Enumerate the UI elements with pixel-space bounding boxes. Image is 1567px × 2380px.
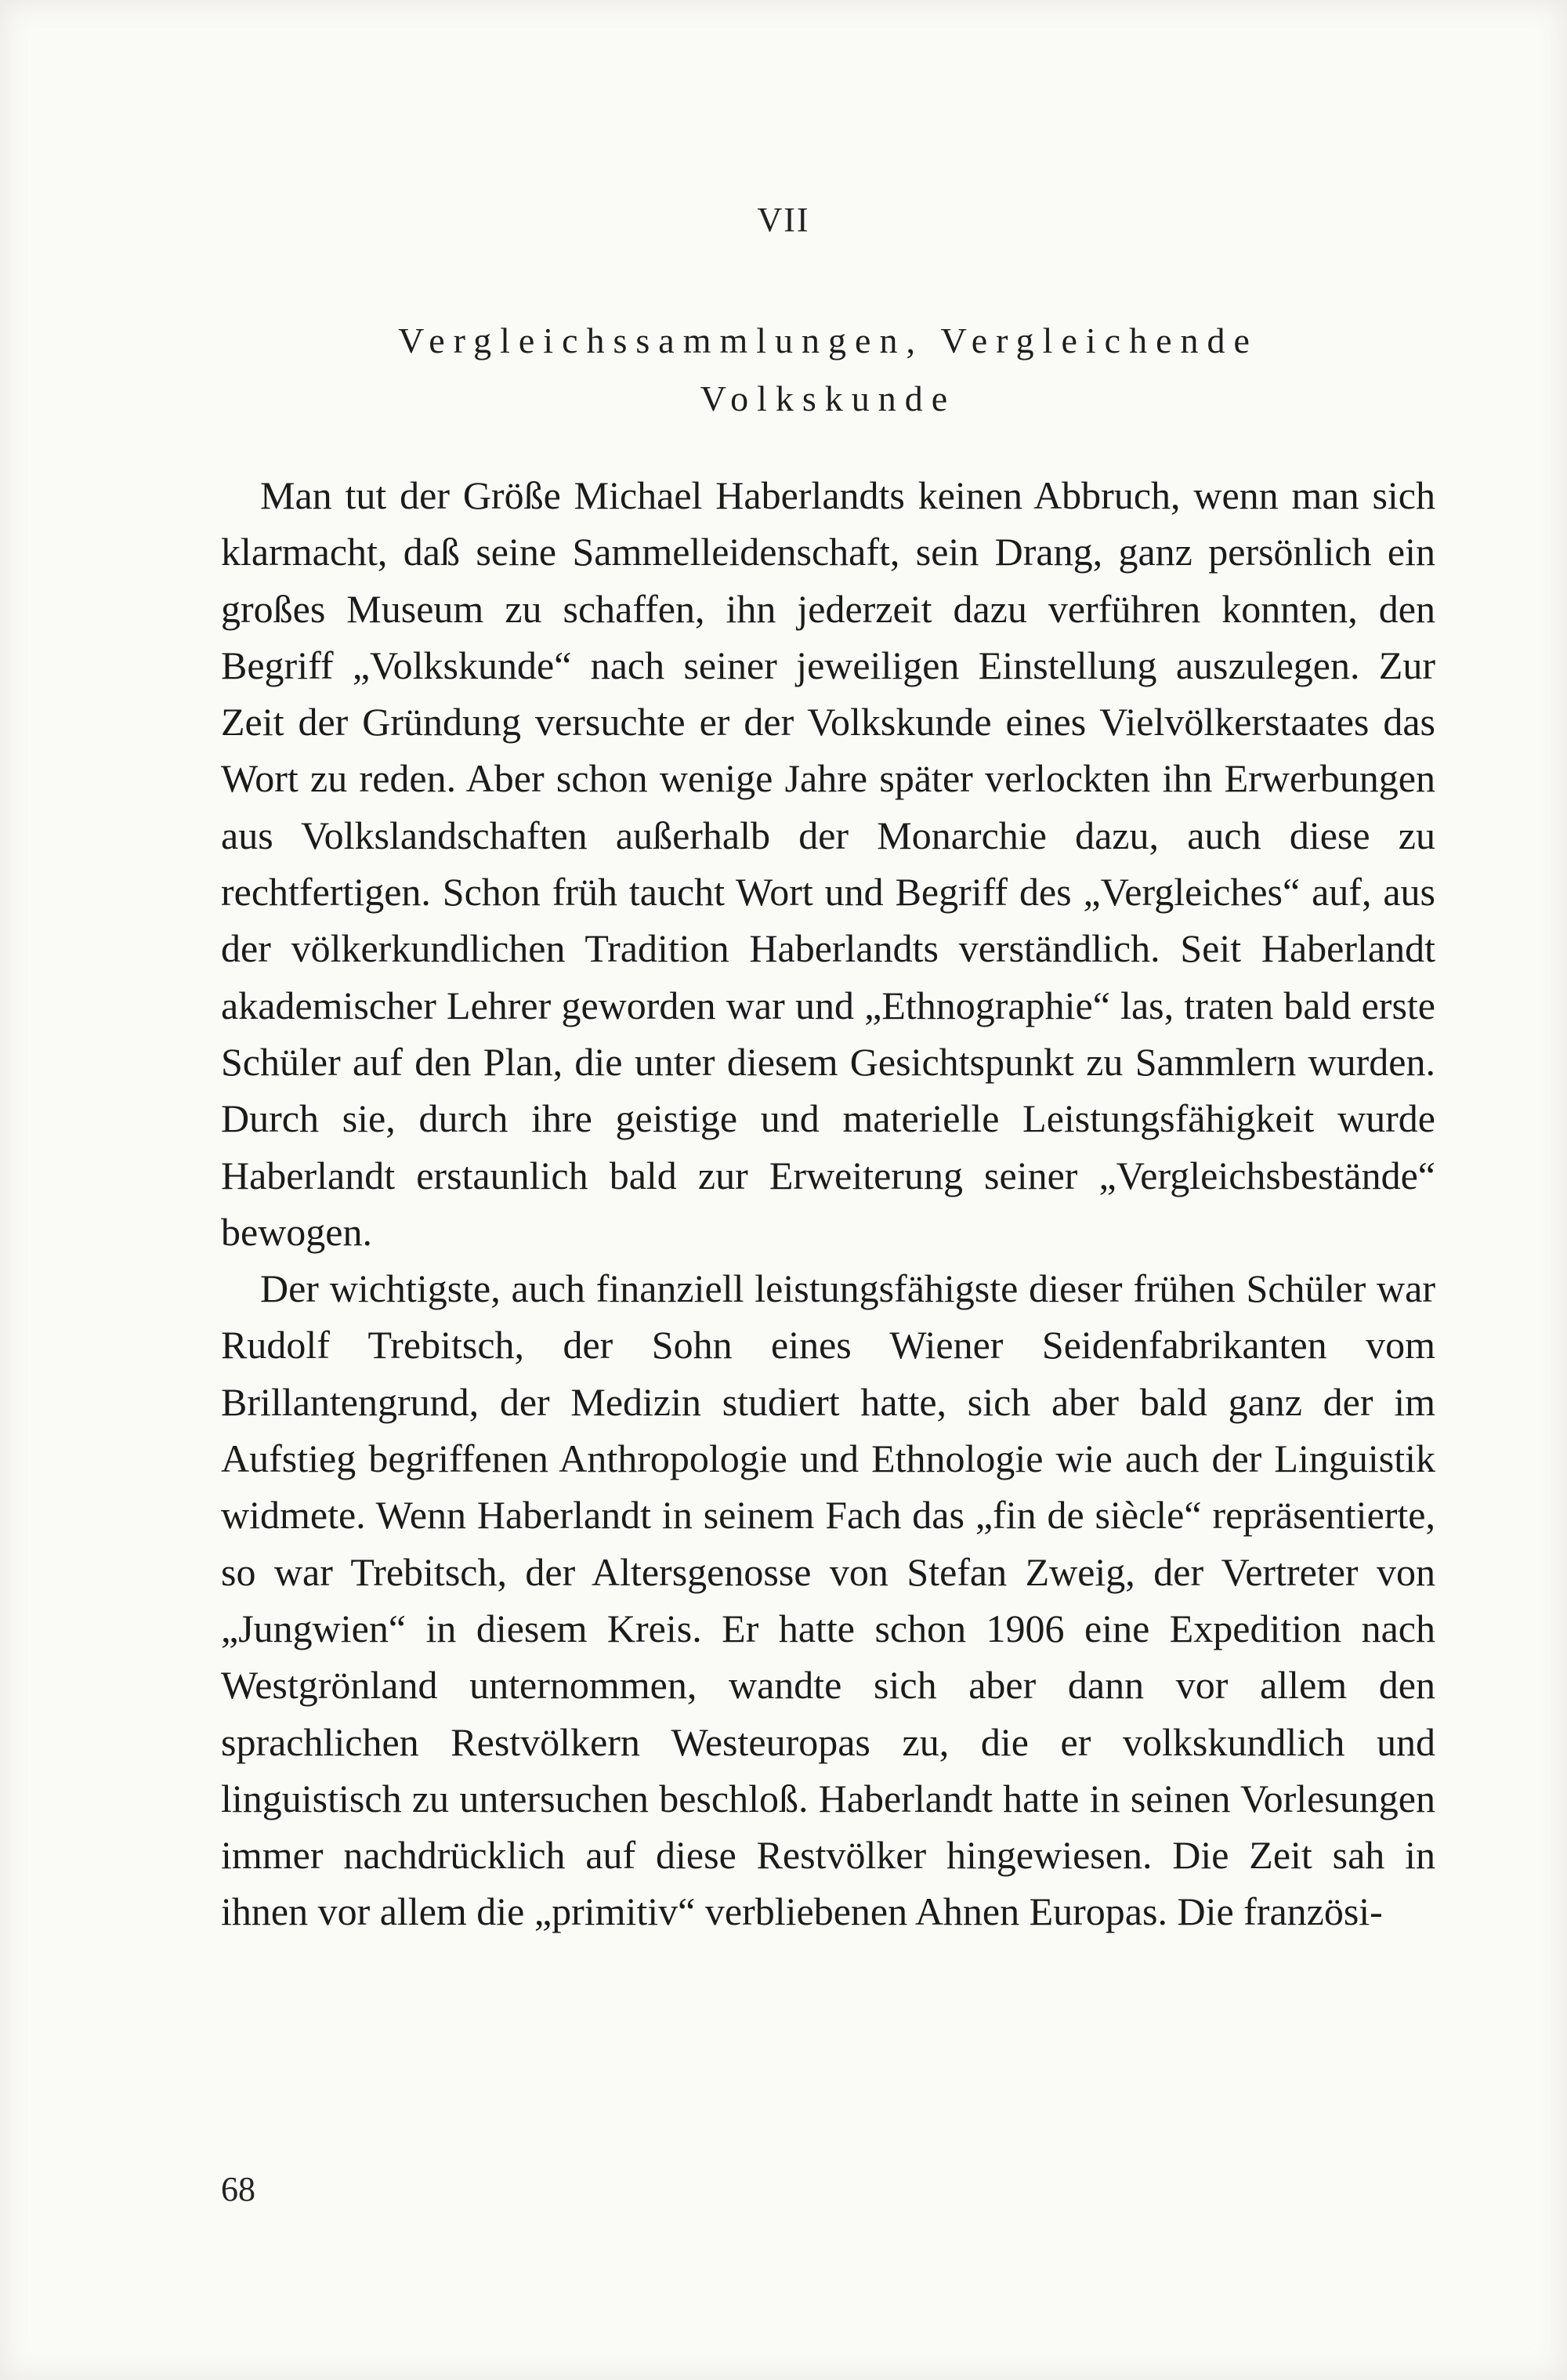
- chapter-title-line-1: Vergleichssammlungen, Vergleichende: [398, 321, 1258, 360]
- paragraph-2: Der wichtigste, auch finanziell leistungsfähigste dieser frühen Schüler war Rudolf Trebitsch, der Sohn eines Wiener Seidenfabrikanten vom Brillantengrund, der Medizin studiert hatte, sich aber bald ganz der im Aufstieg begriffenen Anthropologie und Ethnologie wie auch der Linguistik widmete. Wenn Haberlandt in seinem Fach das „fin de siècle“ repräsentierte, so war Trebitsch, der Altersgenosse von Stefan Zweig, der Vertreter von „Jungwien“ in diesem Kreis. Er hatte schon 1906 eine Expedition nach Westgrönland unternommen, wandte sich aber dann vor allem den sprachlichen Restvölkern Westeuropas zu, die er volkskundlich und linguistisch zu untersuchen beschloß. Haberlandt hatte in seinen Vorlesungen immer nachdrücklich auf diese Restvölker hingewiesen. Die Zeit sah in ihnen vor allem die „primitiv“ verbliebenen Ahnen Europas. Die französi-: [221, 1266, 1435, 1934]
- chapter-title-line-2: Volkskunde: [700, 379, 957, 418]
- chapter-number: VII: [757, 201, 810, 239]
- paragraph-1: Man tut der Größe Michael Haberlandts keinen Abbruch, wenn man sich klarmacht, daß seine Sammelleidenschaft, sein Drang, ganz persönlich ein großes Museum zu schaffen, ihn jederzeit dazu verführen konnten, den Begriff „Volkskunde“ nach seiner jeweiligen Einstellung auszulegen. Zur Zeit der Gründung versuchte er der Volkskunde eines Vielvölkerstaates das Wort zu reden. Aber schon wenige Jahre später verlockten ihn Erwerbungen aus Volkslandschaften außerhalb der Monarchie dazu, auch diese zu rechtfertigen. Schon früh taucht Wort und Begriff des „Vergleiches“ auf, aus der völkerkundlichen Tradition Haberlandts verständlich. Seit Haberlandt akademischer Lehrer geworden war und „Ethnographie“ las, traten bald erste Schüler auf den Plan, die unter diesem Gesichtspunkt zu Sammlern wurden. Durch sie, durch ihre geistige und materielle Leistungsfähigkeit wurde Haberlandt erstaunlich bald zur Erweiterung seiner „Vergleichsbestände“ bewogen.: [221, 473, 1435, 1254]
- chapter-title: [221, 312, 1435, 428]
- page-number: 68: [221, 2170, 255, 2208]
- body-text: [221, 467, 1435, 1940]
